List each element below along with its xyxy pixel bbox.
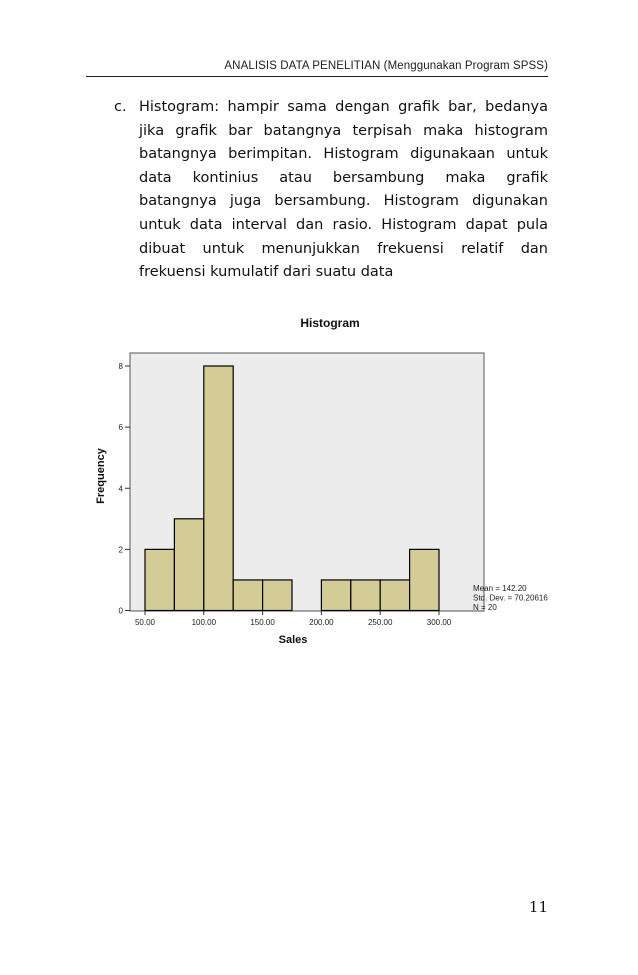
histogram-bar-7 [351,580,380,611]
histogram-bar-6 [321,580,350,611]
header-rule [86,76,548,77]
histogram-bar-9 [410,549,439,610]
x-tick-label: 50.00 [134,618,156,627]
x-tick-label: 250.00 [367,618,393,627]
y-tick-label: 8 [118,362,123,371]
y-tick-label: 0 [118,606,123,616]
y-tick-label: 4 [118,484,123,494]
chart-title: Histogram [300,316,360,330]
y-tick-label: 6 [118,423,123,433]
running-header: ANALISIS DATA PENELITIAN (Menggunakan Program SPSS) [224,60,548,72]
x-tick-label: 300.00 [426,618,452,627]
x-axis-label: Sales [278,634,308,646]
x-tick-label: 150.00 [250,618,275,627]
histogram-bar-1 [174,519,203,611]
paragraph-histogram: Histogram: hampir sama dengan grafik bar, bedanya jika grafik bar batangnya terpisah maka histogram batangnya berimpitan. Histogram digunakaan untuk data kontinius atau bersambung maka grafik batangnya juga bersambung. Histogram digunakan untuk data interval dan rasio. Histogram dapat pula dibuat untuk menunjukkan frekuensi relatif dan frekuensi kumulatif dari suatu data [139,99,548,281]
x-tick-label: 100.00 [191,618,217,627]
histogram-bar-3 [233,580,262,611]
histogram-bar-2 [204,366,233,611]
stats-line: Mean = 142.20 [473,584,527,593]
histogram-bar-8 [380,580,409,611]
list-marker: c. [114,99,127,115]
page-number: 11 [528,898,548,916]
y-axis-label: Frequency [95,448,107,504]
histogram-bar-4 [263,580,292,611]
y-tick-label: 2 [118,545,123,555]
histogram-chart [80,308,570,648]
x-tick-label: 200.00 [309,618,334,627]
stats-line: N = 20 [473,603,497,612]
histogram-bar-0 [145,549,174,610]
stats-line: Std. Dev. = 70.20616 [473,593,548,603]
